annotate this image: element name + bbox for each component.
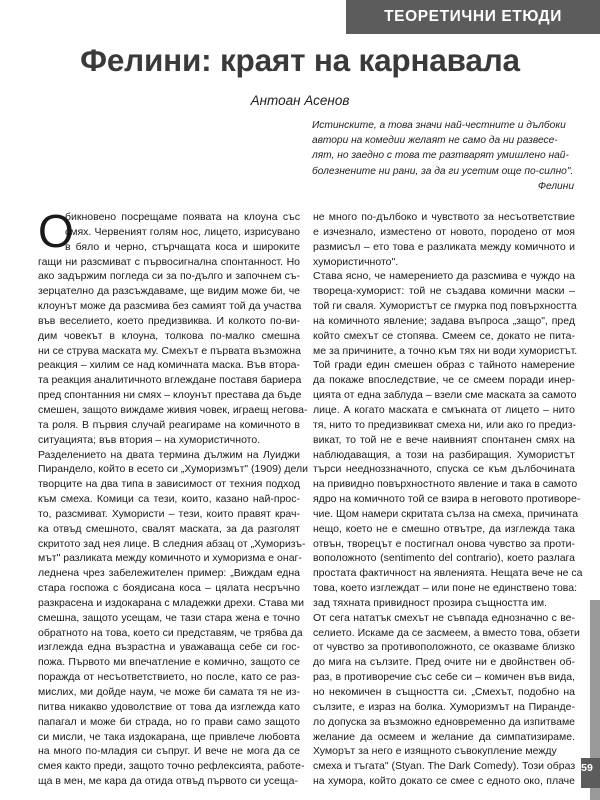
text-line: ло допуска за възможно едновременно да изпитваме (313, 715, 575, 728)
epigraph-line: болезнените ни рани, за да ги усетим още по-силно". (312, 165, 574, 177)
text-line: смеха и тъгата" (Styan. The Dark Comedy). Този образ (313, 760, 576, 773)
text-line: сълзите, е израз на болка. Хуморизмът на Пиранде- (313, 700, 575, 713)
text-line: поражда от несъответствието, но после, като се раз- (38, 671, 300, 684)
text-line: разкрасена и издокарана с младежки дрехи. Става ми (38, 596, 304, 609)
left-column-lines (38, 255, 308, 789)
text-line: не много по-дълбоко и чувството за несъответствие (313, 211, 575, 223)
text-line: От сега нататък смехът не съвпада еднозначно с ве- (313, 611, 575, 624)
epigraph-line: автори на комедии желаят не само да ни развесе- (312, 135, 558, 147)
text-line: той ги сваля. Хумористът се гмурка под повърхността (313, 300, 577, 313)
text-line: зад тяхната привидност прозира същността им. (313, 596, 547, 609)
text-line: във веселието, което предизвиква. И колкото по-ви- (38, 314, 300, 327)
text-line: чие. Щом намери скритата сълза на смеха, причината (313, 507, 579, 520)
right-column-lines (313, 210, 583, 789)
text-line: то, разсмиват. Хумористи – тези, които правят крач- (38, 507, 300, 520)
article-author: Антоан Асенов (250, 93, 350, 108)
text-line: простата фактичност на явленията. Нещата вече не са (313, 567, 583, 580)
text-line: воположното (sentimento del contrario), което разлага (313, 552, 575, 565)
text-line: е изчезнало, изместено от новото, породено от моя (313, 225, 575, 238)
text-line: си мисли, че така издокарана, ще привлече любовта (38, 730, 300, 743)
drop-cap: О (38, 205, 74, 257)
text-line: от чувство за противоположното, се оказваме близко (313, 641, 575, 654)
text-line: папагал и може би страда, но го прави само защото (38, 715, 300, 728)
epigraph-attribution: Фелини (537, 180, 574, 192)
page-number: 59 (581, 762, 593, 774)
text-line: Разделението на двата термина дължим на Луиджи (38, 448, 300, 461)
text-line: на привидно повърхностното явление и така в самото (313, 478, 578, 491)
text-line: смешна, защото усещам, че тази стара жена е точно (38, 611, 300, 624)
text-line: творците на два типа в зависимост от техния подход (38, 478, 300, 491)
text-line: зерцателно да разсъждаваме, ще видим може би, че (38, 285, 300, 298)
epigraph (312, 118, 574, 194)
text-line: пожа. Първото ми впечатление е комично, защото се (38, 656, 300, 669)
right-column (313, 210, 583, 789)
text-line: реакция – хилим се над комичната маска. Във втора- (38, 359, 300, 372)
text-line: отвън, творецът е постигнал онова чувство за проти- (313, 537, 575, 550)
text-line: това, което изглеждат – или поне не единствено това: (313, 582, 577, 595)
text-line: та реакция аналитичното вглеждане поставя бариера (38, 374, 302, 387)
text-line: желание да осмеем и желание да симпатизираме. (313, 730, 575, 743)
text-line: изглежда една възрастна и уважаваща себе си гос- (38, 641, 300, 654)
text-line: дим човекът в клоуна, толкова по-малко смешна (38, 329, 300, 342)
text-line: Хуморът за него е изящното съвокупление между (313, 745, 557, 758)
text-line: хумористичното". (313, 255, 399, 268)
text-line: гащи ни разсмиват с първосигнална спонтанност. Но (38, 255, 300, 268)
text-line: но некомичен в същността си. „Смехът, подобно на (313, 686, 575, 698)
text-line: ако задържим погледа си за по-дълго и започнем съ- (38, 270, 300, 283)
text-line: бикновено посрещаме появата на клоуна със (65, 211, 300, 223)
text-line: смях. Червеният голям нос, лицето, изрисувано (65, 225, 300, 238)
text-line: раз, в противоречие със себе си – комичен във вида, (313, 671, 575, 684)
text-line: да покаже впоследствие, че се смеем поради инер- (313, 374, 575, 387)
text-line: смея както преди, защото точно рефлексията, работе- (38, 760, 305, 773)
dropcap-paragraph-start (38, 205, 300, 257)
text-line: мът" разликата между комичното и хуморизма е онаг- (38, 552, 302, 565)
article-title: Фелини: краят на карнавала (80, 42, 520, 78)
text-line: търси неедноззначното, спуска се към дълбочината (313, 463, 575, 476)
text-line: ме за причините, а точно към тях ни води хумористът. (313, 344, 578, 357)
text-line: селието. Искаме да се засмеем, а вместо това, обзети (313, 626, 580, 639)
text-line: викат, то той не е вече наивният спонтанен смях на (313, 433, 575, 446)
text-line: леднена чрез забележителен пример: „Виждам една (38, 567, 300, 580)
text-line: обратното на това, което си представям, че трябва да (38, 626, 303, 639)
dropcap-lines (65, 210, 300, 255)
text-line: твореца-хуморист: той не създава комични маски – (313, 285, 575, 298)
text-line: размисъл – ето това е разликата между комичното и (313, 240, 575, 253)
text-line: наблюдаващия, а този на разбиращия. Хумористът (313, 448, 575, 461)
text-line: та роля. В първия случай реагираме на комичното в (38, 418, 300, 431)
text-line: ситуацията; във втория – на хумористичното. (38, 433, 261, 446)
text-line: Става ясно, че намерението да разсмива е чуждо на (313, 270, 575, 283)
text-line: на комичното явление; задава въпроса „защо", пред (313, 314, 575, 327)
text-line: ядро на комичното той се взира в неговото противоре- (313, 493, 581, 506)
text-line: цията от една заблуда – взели сме маската за самото (313, 389, 577, 402)
text-line: тя, нито то предизвикват смеха ни, или ако го предиз- (313, 418, 577, 431)
text-line: в бяло и черно, стърчащата коса и широките (65, 240, 300, 253)
text-line: който смехът се стопява. Смеем се, докато не пита- (313, 329, 575, 342)
text-line: лице. А когато маската е смъкната от лицето – нито (313, 403, 575, 416)
text-line: към смеха. Комици са тези, които, казано най-прос- (38, 493, 300, 506)
text-line: смешен, защото виждаме живия човек, играещ негова- (38, 403, 308, 416)
text-line: ка отвъд смешното, свалят маската, за да разголят (38, 522, 300, 535)
text-line: Пирандело, който в есето си „Хуморизмът" (1909) дели (38, 463, 308, 476)
text-line: мислих, ми дойде наум, че може би самата тя не из- (38, 686, 300, 698)
text-line: Той гради един смешен образ с тайното намерение (313, 359, 575, 372)
left-column (38, 205, 308, 789)
epigraph-line: лят, но заедно с това те разтварят умишлено най- (312, 150, 569, 162)
section-header: ТЕОРЕТИЧНИ ЕТЮДИ (346, 0, 600, 34)
text-line: на много по-младия си съпруг. И вече не мога да се (38, 745, 300, 758)
text-line: скритото зад нея лице. В следния абзац от „Хуморизъ- (38, 537, 306, 550)
text-line: на хумора, който докато се смее с едното око, плаче (313, 775, 575, 788)
text-line: пред спонтанния ни смях – клоунът престава да бъде (38, 389, 302, 402)
text-line: до мига на сълзите. Пред очите ни е двойнствен об- (313, 656, 575, 669)
epigraph-line: Истинските, а това значи най-честните и дълбоки (312, 120, 566, 131)
text-line: нещо, което не е смешно отвътре, да изглежда така (313, 522, 575, 535)
text-line: ни се струва маската му. Смехът е първата възможна (38, 344, 301, 357)
text-line: клоунът може да разсмива без самият той да участва (38, 300, 302, 313)
text-line: стара госпожа с боядисана коса – цялата несръчно (38, 582, 300, 595)
text-line: питва никакво удоволствие от това да изглежда като (38, 700, 300, 713)
text-line: ща в мен, ме кара да отида отвъд първото си усеща- (38, 775, 298, 788)
